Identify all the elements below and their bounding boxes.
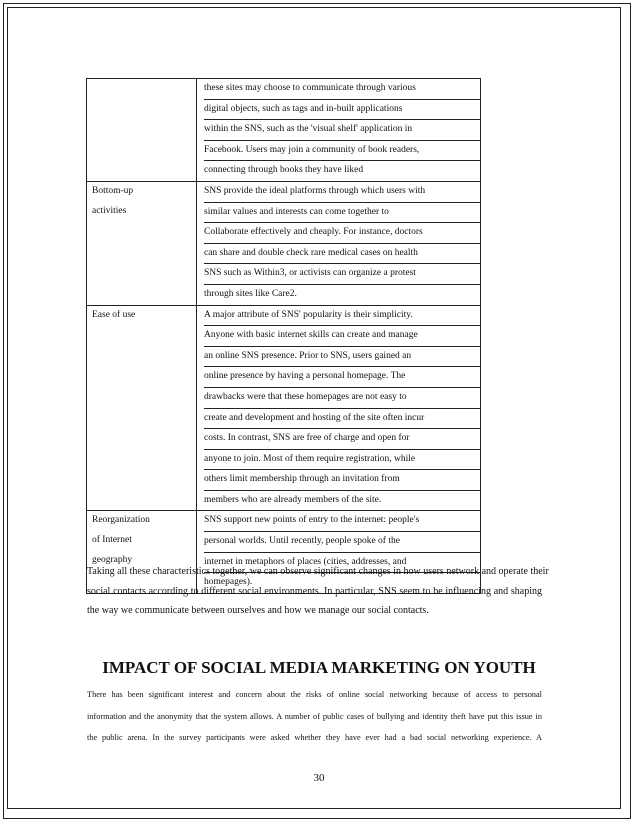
description-line: personal worlds. Until recently, people spoke of the (204, 532, 480, 553)
description-line: Facebook. Users may join a community of book readers, (204, 141, 480, 162)
feature-line: of Internet (92, 535, 132, 546)
paragraph-line: the public arena. In the survey participants were asked whether they have ever had a bad social networking experience. A (87, 733, 542, 742)
table-cell-feature (87, 79, 197, 181)
feature-line: activities (92, 205, 127, 216)
description-line: costs. In contrast, SNS are free of charge and open for (204, 429, 480, 450)
description-line: anyone to join. Most of them require registration, while (204, 450, 480, 471)
description-line: these sites may choose to communicate through various (204, 79, 480, 100)
description-line: connecting through books they have liked (204, 165, 364, 176)
description-line: others limit membership through an invitation from (204, 470, 480, 491)
feature-line: Reorganization (92, 515, 150, 526)
paragraph-line: Taking all these characteristics together, we can observe significant changes in how users network and operate their (87, 566, 549, 577)
feature-line: Bottom-up (92, 185, 134, 196)
description-line: digital objects, such as tags and in-built applications (204, 100, 480, 121)
feature-line: geography (92, 554, 133, 565)
description-line: create and development and hosting of the site often incur (204, 409, 480, 430)
table-cell-description (197, 182, 480, 305)
description-line: within the SNS, such as the 'visual shelf' application in (204, 120, 480, 141)
paragraph-line: the way we communicate between ourselves and how we manage our social contacts. (87, 605, 429, 616)
body-paragraph (87, 562, 549, 621)
table-cell-feature (87, 182, 197, 305)
description-line: homepages). (204, 577, 253, 588)
description-line: A major attribute of SNS' popularity is their simplicity. (204, 306, 480, 327)
table-cell-feature (87, 306, 197, 511)
characteristics-table (86, 78, 481, 594)
feature-line: Ease of use (92, 309, 136, 320)
description-line: SNS such as Within3, or activists can organize a protest (204, 264, 480, 285)
table-row (87, 305, 480, 511)
body-paragraph-2 (87, 684, 542, 749)
description-line: members who are already members of the site. (204, 494, 382, 505)
description-line: drawbacks were that these homepages are not easy to (204, 388, 480, 409)
paragraph-line: social contacts according to different social environments. In particular, SNS seem to be influencing and shaping (87, 585, 542, 597)
paragraph-line: information and the anonymity that the system allows. A number of public cases of bullying and identity theft have put this issue in (87, 711, 542, 721)
table-cell-description (197, 306, 480, 511)
description-line: Anyone with basic internet skills can create and manage (204, 326, 480, 347)
description-line: SNS support new points of entry to the internet: people's (204, 511, 480, 532)
description-line: SNS provide the ideal platforms through which users with (204, 182, 480, 203)
description-line: internet in metaphors of places (cities, addresses, and (204, 553, 480, 574)
description-line: online presence by having a personal homepage. The (204, 367, 480, 388)
description-line: Collaborate effectively and cheaply. For instance, doctors (204, 223, 480, 244)
paragraph-line: There has been significant interest and concern about the risks of online social networking because of access to personal (87, 690, 542, 699)
description-line: can share and double check rare medical cases on health (204, 244, 480, 265)
description-line: similar values and interests can come together to (204, 203, 480, 224)
description-line: an online SNS presence. Prior to SNS, users gained an (204, 347, 480, 368)
table-row (87, 181, 480, 305)
table-cell-description (197, 79, 480, 181)
section-heading: IMPACT OF SOCIAL MEDIA MARKETING ON YOUTH (102, 658, 536, 677)
page-number: 30 (313, 772, 325, 784)
description-line: through sites like Care2. (204, 288, 297, 299)
table-row (87, 79, 480, 181)
